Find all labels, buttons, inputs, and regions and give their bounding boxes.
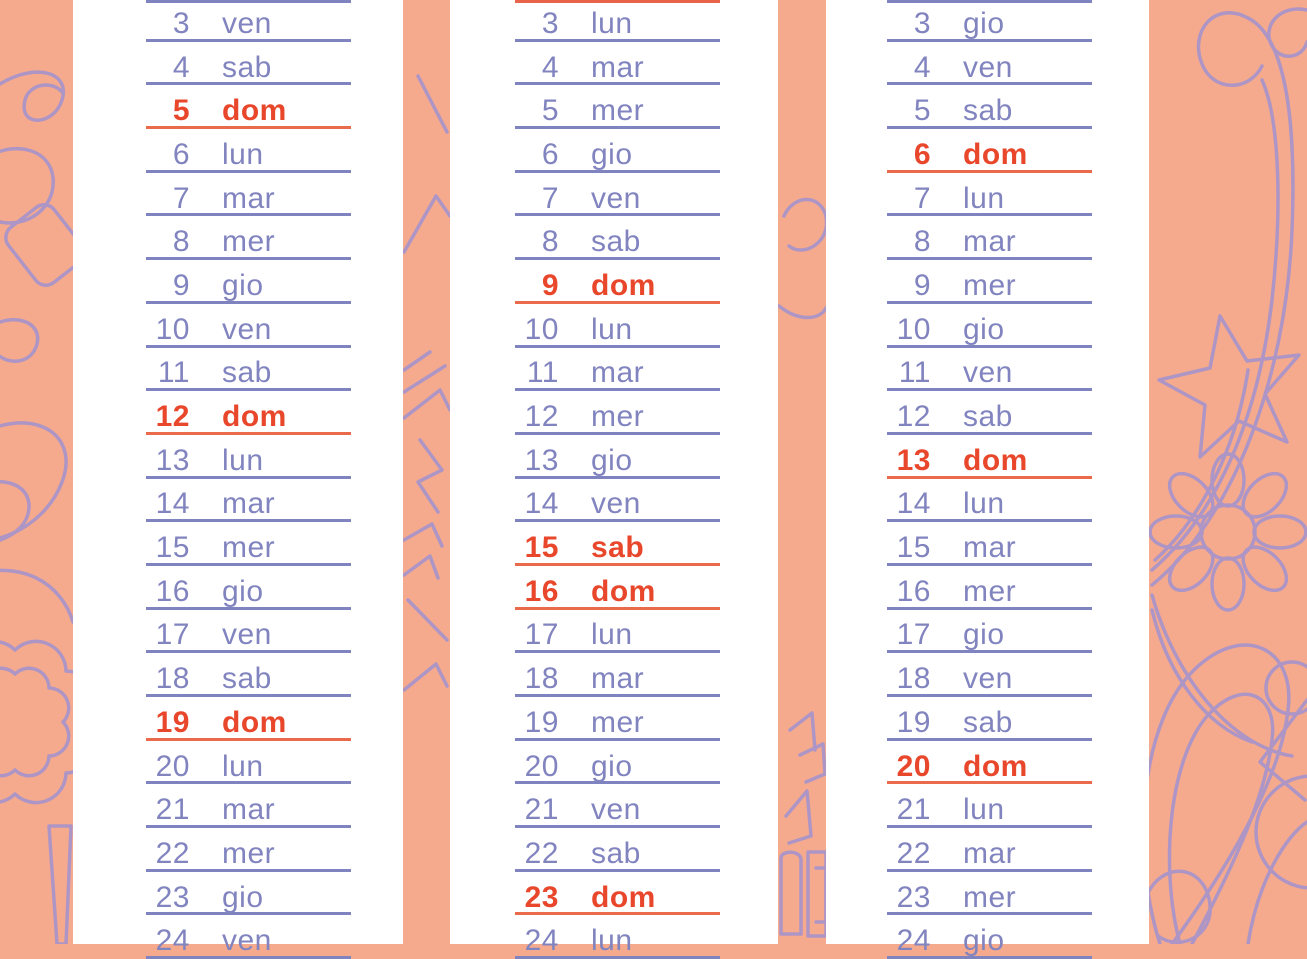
weekday-label: lun <box>222 443 264 477</box>
day-rows <box>887 0 1092 959</box>
day-row <box>146 0 351 42</box>
day-row <box>146 435 351 479</box>
day-number: 17 <box>524 618 559 652</box>
weekday-label: mar <box>963 836 1017 870</box>
day-number: 23 <box>524 880 559 914</box>
day-number: 18 <box>896 662 931 696</box>
day-number: 4 <box>172 50 190 84</box>
day-row <box>887 391 1092 435</box>
weekday-label: lun <box>963 793 1005 827</box>
weekday-label: mar <box>591 50 645 84</box>
day-number: 11 <box>157 356 190 390</box>
day-rows <box>146 0 351 959</box>
day-number: 19 <box>155 705 190 739</box>
weekday-label: mer <box>963 268 1017 302</box>
day-row <box>146 872 351 916</box>
day-row <box>887 915 1092 959</box>
weekday-label: dom <box>963 749 1028 783</box>
day-row <box>146 173 351 217</box>
day-number: 8 <box>541 225 559 259</box>
weekday-label: sab <box>963 705 1013 739</box>
day-number: 15 <box>896 531 931 565</box>
weekday-label: sab <box>591 836 641 870</box>
weekday-label: mer <box>591 705 645 739</box>
day-number: 10 <box>896 312 931 346</box>
weekday-label: dom <box>591 268 656 302</box>
weekday-label: sab <box>963 94 1013 128</box>
day-number: 15 <box>155 531 190 565</box>
day-row <box>515 479 720 523</box>
day-row <box>146 479 351 523</box>
day-number: 23 <box>155 880 190 914</box>
weekday-label: mer <box>222 836 276 870</box>
day-row <box>887 435 1092 479</box>
day-row <box>515 129 720 173</box>
day-number: 16 <box>155 574 190 608</box>
day-row <box>515 85 720 129</box>
day-row <box>887 741 1092 785</box>
day-row <box>887 522 1092 566</box>
day-row <box>146 391 351 435</box>
weekday-label: sab <box>591 531 645 565</box>
day-number: 13 <box>155 443 190 477</box>
day-row <box>887 85 1092 129</box>
weekday-label: mar <box>963 531 1017 565</box>
day-row <box>515 566 720 610</box>
day-row <box>515 216 720 260</box>
day-row <box>887 479 1092 523</box>
day-number: 17 <box>155 618 190 652</box>
day-row <box>887 566 1092 610</box>
calendar-column-1 <box>73 0 403 958</box>
calendar-column-2 <box>450 0 778 958</box>
day-number: 6 <box>172 137 190 171</box>
day-number: 13 <box>896 443 931 477</box>
day-row <box>515 653 720 697</box>
day-row <box>515 42 720 86</box>
day-number: 22 <box>524 836 559 870</box>
day-row <box>515 260 720 304</box>
weekday-label: ven <box>591 181 641 215</box>
day-number: 12 <box>524 400 559 434</box>
day-row <box>146 566 351 610</box>
day-number: 24 <box>524 924 559 958</box>
day-number: 19 <box>896 705 931 739</box>
weekday-label: mar <box>222 181 276 215</box>
day-row <box>515 828 720 872</box>
day-row <box>146 653 351 697</box>
day-row <box>515 391 720 435</box>
weekday-label: lun <box>591 6 633 40</box>
day-number: 4 <box>541 50 559 84</box>
day-number: 16 <box>524 574 559 608</box>
day-number: 9 <box>172 268 190 302</box>
day-row <box>515 435 720 479</box>
day-row <box>146 304 351 348</box>
weekday-label: dom <box>222 94 287 128</box>
day-number: 21 <box>524 793 559 827</box>
weekday-label: ven <box>963 662 1013 696</box>
weekday-label: mar <box>963 225 1017 259</box>
squiggle-doodle <box>0 72 63 361</box>
day-number: 5 <box>541 94 559 128</box>
weekday-label: ven <box>222 924 272 958</box>
day-number: 18 <box>524 662 559 696</box>
day-row <box>146 697 351 741</box>
weekday-label: lun <box>222 749 264 783</box>
day-row <box>887 653 1092 697</box>
day-number: 8 <box>172 225 190 259</box>
weekday-label: mar <box>222 793 276 827</box>
calendar-column-3 <box>826 0 1149 958</box>
weekday-label: dom <box>591 880 656 914</box>
day-number: 5 <box>172 94 190 128</box>
day-row <box>515 304 720 348</box>
day-row <box>146 828 351 872</box>
day-row <box>146 85 351 129</box>
day-number: 20 <box>155 749 190 783</box>
day-number: 9 <box>913 268 931 302</box>
weekday-label: mer <box>963 880 1017 914</box>
weekday-label: mar <box>222 487 276 521</box>
day-row <box>887 872 1092 916</box>
day-number: 7 <box>913 181 931 215</box>
day-row <box>146 784 351 828</box>
day-number: 14 <box>896 487 931 521</box>
day-number: 20 <box>524 749 559 783</box>
weekday-label: gio <box>591 443 633 477</box>
weekday-label: mer <box>591 400 645 434</box>
weekday-label: sab <box>222 50 272 84</box>
weekday-label: sab <box>222 662 272 696</box>
day-row <box>887 348 1092 392</box>
weekday-label: gio <box>963 6 1005 40</box>
day-row <box>887 784 1092 828</box>
day-row <box>887 216 1092 260</box>
day-number: 13 <box>524 443 559 477</box>
weekday-label: ven <box>591 487 641 521</box>
weekday-label: gio <box>963 618 1005 652</box>
day-number: 14 <box>155 487 190 521</box>
weekday-label: mer <box>222 225 276 259</box>
day-row <box>146 216 351 260</box>
weekday-label: dom <box>222 400 287 434</box>
day-row <box>146 522 351 566</box>
swirl-doodle <box>779 200 827 318</box>
day-number: 24 <box>896 924 931 958</box>
day-number: 7 <box>172 181 190 215</box>
weekday-label: mer <box>963 574 1017 608</box>
weekday-label: ven <box>222 312 272 346</box>
zigzag-doodle <box>404 76 450 690</box>
day-row <box>146 42 351 86</box>
day-row <box>887 304 1092 348</box>
day-number: 15 <box>524 531 559 565</box>
weekday-label: gio <box>963 312 1005 346</box>
heart-doodle <box>0 423 73 622</box>
day-number: 5 <box>913 94 931 128</box>
day-row <box>887 697 1092 741</box>
weekday-label: ven <box>963 50 1013 84</box>
weekday-label: mer <box>222 531 276 565</box>
day-row <box>515 872 720 916</box>
day-number: 23 <box>896 880 931 914</box>
weekday-label: lun <box>591 618 633 652</box>
weekday-label: dom <box>963 443 1028 477</box>
weekday-label: gio <box>222 574 264 608</box>
day-number: 20 <box>896 749 931 783</box>
day-row <box>515 915 720 959</box>
day-number: 3 <box>541 6 559 40</box>
day-row <box>515 741 720 785</box>
day-number: 9 <box>541 268 559 302</box>
weekday-label: lun <box>963 487 1005 521</box>
day-number: 21 <box>155 793 190 827</box>
weekday-label: dom <box>222 705 287 739</box>
day-number: 22 <box>155 836 190 870</box>
day-row <box>887 42 1092 86</box>
day-row <box>887 610 1092 654</box>
weekday-label: dom <box>591 574 656 608</box>
day-number: 12 <box>155 400 190 434</box>
day-number: 12 <box>896 400 931 434</box>
day-number: 8 <box>913 225 931 259</box>
weekday-label: sab <box>222 356 272 390</box>
day-row <box>887 828 1092 872</box>
day-number: 11 <box>526 356 559 390</box>
weekday-label: mar <box>591 356 645 390</box>
letter-fragment-doodle <box>781 713 826 936</box>
day-number: 6 <box>541 137 559 171</box>
day-row <box>515 0 720 42</box>
day-number: 16 <box>896 574 931 608</box>
day-number: 10 <box>155 312 190 346</box>
weekday-label: gio <box>591 749 633 783</box>
day-number: 19 <box>524 705 559 739</box>
day-number: 21 <box>896 793 931 827</box>
day-row <box>887 173 1092 217</box>
day-number: 18 <box>155 662 190 696</box>
day-number: 11 <box>898 356 931 390</box>
day-row <box>515 522 720 566</box>
weekday-label: lun <box>591 924 633 958</box>
weekday-label: gio <box>591 137 633 171</box>
weekday-label: mer <box>591 94 645 128</box>
weekday-label: dom <box>963 137 1028 171</box>
day-row <box>515 784 720 828</box>
day-number: 7 <box>541 181 559 215</box>
weekday-label: gio <box>222 268 264 302</box>
weekday-label: lun <box>963 181 1005 215</box>
day-row <box>146 129 351 173</box>
day-number: 22 <box>896 836 931 870</box>
weekday-label: sab <box>591 225 641 259</box>
weekday-label: ven <box>222 618 272 652</box>
day-number: 17 <box>896 618 931 652</box>
day-number: 6 <box>913 137 931 171</box>
weekday-label: lun <box>591 312 633 346</box>
weekday-label: gio <box>963 924 1005 958</box>
day-number: 4 <box>913 50 931 84</box>
weekday-label: ven <box>222 6 272 40</box>
weekday-label: lun <box>222 137 264 171</box>
day-row <box>146 610 351 654</box>
day-row <box>887 129 1092 173</box>
day-number: 10 <box>524 312 559 346</box>
day-row <box>887 0 1092 42</box>
day-rows <box>515 0 720 959</box>
day-row <box>146 741 351 785</box>
day-row <box>515 697 720 741</box>
weekday-label: ven <box>963 356 1013 390</box>
day-number: 3 <box>172 6 190 40</box>
flower-doodle <box>1150 454 1306 610</box>
day-number: 14 <box>524 487 559 521</box>
day-row <box>146 348 351 392</box>
weekday-label: gio <box>222 880 264 914</box>
weekday-label: sab <box>963 400 1013 434</box>
day-number: 3 <box>913 6 931 40</box>
day-row <box>146 915 351 959</box>
day-row <box>515 610 720 654</box>
day-row <box>887 260 1092 304</box>
weekday-label: mar <box>591 662 645 696</box>
day-number: 24 <box>155 924 190 958</box>
cone-doodle <box>49 826 71 944</box>
day-row <box>146 260 351 304</box>
weekday-label: ven <box>591 793 641 827</box>
day-row <box>515 348 720 392</box>
day-row <box>515 173 720 217</box>
